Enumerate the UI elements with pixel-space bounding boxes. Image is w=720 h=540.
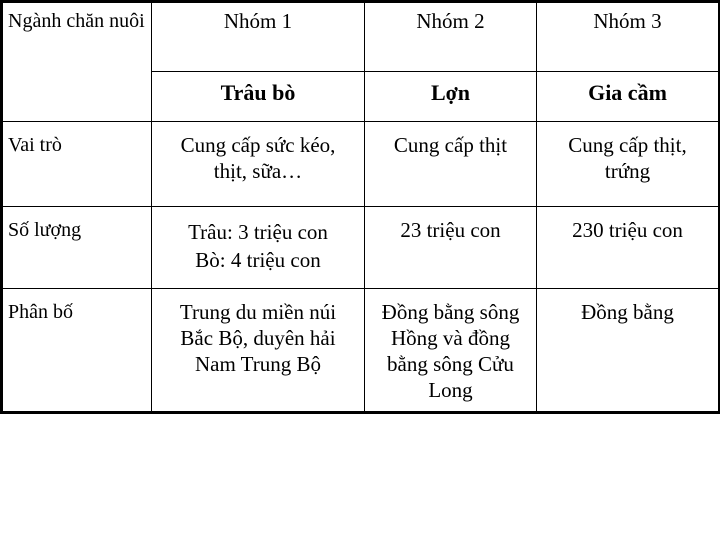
animal-header-poultry: Gia cầm [537,72,720,122]
animal-header-buffalo-cattle: Trâu bò [152,72,365,122]
row-label-role: Vai trò [2,122,152,207]
cell-line: Trâu: 3 triệu con [188,220,328,244]
cell-line: thịt, sữa… [213,159,303,183]
cell-line: 23 triệu con [400,218,501,242]
group-header-1: Nhóm 1 [152,2,365,72]
cell-line: Đồng bằng sông [381,300,520,324]
row-role [2,122,720,207]
cell-role-3 [537,122,720,207]
cell-line: Nam Trung Bộ [194,352,322,376]
row-distribution [2,289,720,413]
cell-line: Cung cấp thịt, [568,133,687,157]
row-quantity [2,207,720,289]
corner-header: Ngành chăn nuôi [2,2,152,122]
cell-line: Long [428,378,473,402]
cell-distribution-2 [365,289,537,413]
group-header-3: Nhóm 3 [537,2,720,72]
cell-line: Hồng và đồng [391,326,510,350]
cell-distribution-1 [152,289,365,413]
cell-line: Cung cấp sức kéo, [180,133,336,157]
animal-header-pig: Lợn [365,72,537,122]
row-label-quantity: Số lượng [2,207,152,289]
cell-quantity-2 [365,207,537,289]
cell-line: trứng [604,159,651,183]
cell-role-1 [152,122,365,207]
row-label-distribution: Phân bố [2,289,152,413]
cell-role-2 [365,122,537,207]
cell-line: Cung cấp thịt [393,133,508,157]
header-row-groups [2,2,720,72]
cell-line: Bắc Bộ, duyên hải [180,326,336,350]
cell-line: 230 triệu con [572,218,683,242]
group-header-2: Nhóm 2 [365,2,537,72]
cell-quantity-1 [152,207,365,289]
cell-quantity-3 [537,207,720,289]
cell-line: bằng sông Cửu [387,352,514,376]
cell-line: Trung du miền núi [179,300,337,324]
cell-line: Bò: 4 triệu con [195,248,321,272]
cell-distribution-3 [537,289,720,413]
cell-line: Đồng bằng [581,300,674,324]
